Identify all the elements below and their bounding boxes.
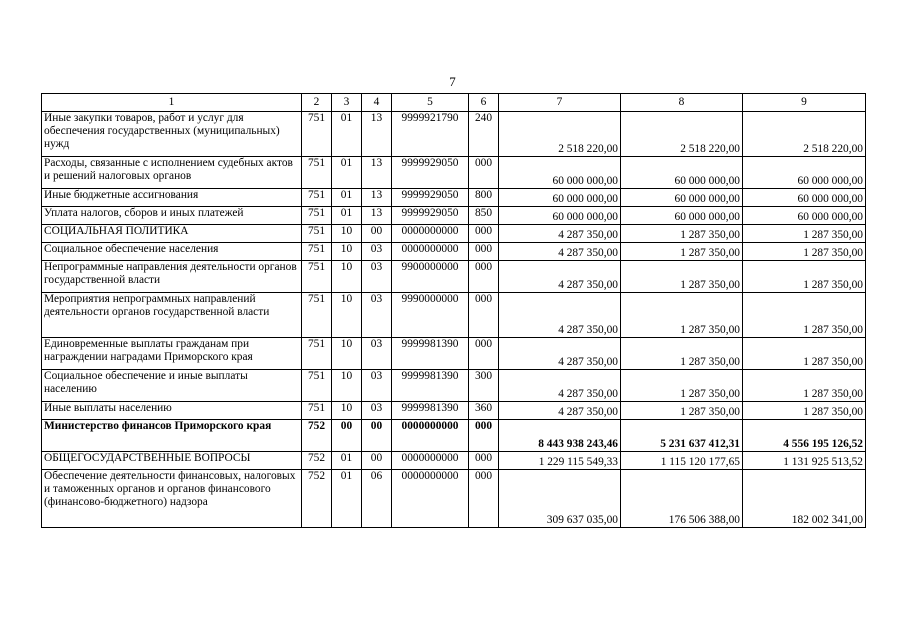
row-name-cell: Социальное обеспечение и иные выплаты населению	[42, 370, 302, 402]
section-code-cell: 10	[332, 338, 362, 370]
expense-type-cell: 000	[469, 243, 499, 261]
row-name-cell: Непрограммные направления деятельности органов государственной власти	[42, 261, 302, 293]
amount-year1-cell: 60 000 000,00	[499, 207, 621, 225]
amount-year1-cell: 8 443 938 243,46	[499, 420, 621, 452]
subsection-code-cell: 03	[362, 370, 392, 402]
ministry-code-cell: 751	[302, 112, 332, 157]
amount-year3-cell: 1 131 925 513,52	[743, 452, 866, 470]
amount-year3-cell: 1 287 350,00	[743, 293, 866, 338]
expense-type-cell: 000	[469, 452, 499, 470]
section-code-cell: 10	[332, 293, 362, 338]
amount-year1-cell: 1 229 115 549,33	[499, 452, 621, 470]
table-row	[42, 470, 866, 528]
amount-year2-cell: 1 287 350,00	[621, 243, 743, 261]
amount-year2-cell: 60 000 000,00	[621, 157, 743, 189]
subsection-code-cell: 13	[362, 207, 392, 225]
subsection-code-cell: 00	[362, 420, 392, 452]
row-name-cell: ОБЩЕГОСУДАРСТВЕННЫЕ ВОПРОСЫ	[42, 452, 302, 470]
ministry-code-cell: 751	[302, 402, 332, 420]
subsection-code-cell: 13	[362, 189, 392, 207]
ministry-code-cell: 752	[302, 452, 332, 470]
row-name-cell: СОЦИАЛЬНАЯ ПОЛИТИКА	[42, 225, 302, 243]
ministry-code-cell: 751	[302, 189, 332, 207]
expense-type-cell: 300	[469, 370, 499, 402]
row-name-cell: Иные выплаты населению	[42, 402, 302, 420]
target-article-cell: 9990000000	[392, 293, 469, 338]
ministry-code-cell: 752	[302, 420, 332, 452]
row-name-cell: Социальное обеспечение населения	[42, 243, 302, 261]
subsection-code-cell: 00	[362, 225, 392, 243]
target-article-cell: 9999929050	[392, 207, 469, 225]
budget-table	[41, 93, 866, 528]
amount-year2-cell: 176 506 388,00	[621, 470, 743, 528]
table-row	[42, 243, 866, 261]
target-article-cell: 0000000000	[392, 470, 469, 528]
row-name-cell: Иные бюджетные ассигнования	[42, 189, 302, 207]
expense-type-cell: 000	[469, 470, 499, 528]
amount-year1-cell: 4 287 350,00	[499, 370, 621, 402]
section-code-cell: 01	[332, 189, 362, 207]
column-header: 9	[743, 94, 866, 112]
section-code-cell: 10	[332, 261, 362, 293]
amount-year1-cell: 4 287 350,00	[499, 293, 621, 338]
header-row	[42, 94, 866, 112]
expense-type-cell: 000	[469, 420, 499, 452]
amount-year3-cell: 1 287 350,00	[743, 338, 866, 370]
row-name-cell: Расходы, связанные с исполнением судебных актов и решений налоговых органов	[42, 157, 302, 189]
section-code-cell: 01	[332, 207, 362, 225]
amount-year3-cell: 1 287 350,00	[743, 370, 866, 402]
ministry-code-cell: 751	[302, 225, 332, 243]
amount-year3-cell: 4 556 195 126,52	[743, 420, 866, 452]
row-name-cell: Обеспечение деятельности финансовых, налоговых и таможенных органов и органов финансового (финансово-бюджетного) надзора	[42, 470, 302, 528]
amount-year2-cell: 2 518 220,00	[621, 112, 743, 157]
subsection-code-cell: 13	[362, 112, 392, 157]
amount-year1-cell: 2 518 220,00	[499, 112, 621, 157]
amount-year2-cell: 60 000 000,00	[621, 189, 743, 207]
target-article-cell: 9999929050	[392, 157, 469, 189]
ministry-code-cell: 751	[302, 261, 332, 293]
amount-year1-cell: 4 287 350,00	[499, 243, 621, 261]
target-article-cell: 0000000000	[392, 420, 469, 452]
ministry-code-cell: 751	[302, 243, 332, 261]
amount-year3-cell: 1 287 350,00	[743, 402, 866, 420]
table-row	[42, 157, 866, 189]
subsection-code-cell: 00	[362, 452, 392, 470]
expense-type-cell: 000	[469, 225, 499, 243]
expense-type-cell: 000	[469, 338, 499, 370]
section-code-cell: 01	[332, 452, 362, 470]
section-code-cell: 10	[332, 243, 362, 261]
section-code-cell: 10	[332, 225, 362, 243]
target-article-cell: 9999981390	[392, 370, 469, 402]
target-article-cell: 0000000000	[392, 225, 469, 243]
target-article-cell: 9999981390	[392, 338, 469, 370]
section-code-cell: 01	[332, 157, 362, 189]
amount-year3-cell: 1 287 350,00	[743, 225, 866, 243]
page-number: 7	[449, 74, 456, 89]
section-code-cell: 01	[332, 112, 362, 157]
ministry-code-cell: 751	[302, 207, 332, 225]
table-row	[42, 420, 866, 452]
target-article-cell: 9999921790	[392, 112, 469, 157]
amount-year2-cell: 1 115 120 177,65	[621, 452, 743, 470]
amount-year2-cell: 1 287 350,00	[621, 293, 743, 338]
amount-year2-cell: 5 231 637 412,31	[621, 420, 743, 452]
ministry-code-cell: 752	[302, 470, 332, 528]
table-row	[42, 112, 866, 157]
column-header: 6	[469, 94, 499, 112]
column-header: 5	[392, 94, 469, 112]
row-name-cell: Мероприятия непрограммных направлений деятельности органов государственной власти	[42, 293, 302, 338]
expense-type-cell: 000	[469, 261, 499, 293]
subsection-code-cell: 03	[362, 402, 392, 420]
section-code-cell: 01	[332, 470, 362, 528]
amount-year3-cell: 60 000 000,00	[743, 189, 866, 207]
subsection-code-cell: 13	[362, 157, 392, 189]
amount-year1-cell: 60 000 000,00	[499, 189, 621, 207]
ministry-code-cell: 751	[302, 370, 332, 402]
amount-year1-cell: 4 287 350,00	[499, 261, 621, 293]
column-header: 2	[302, 94, 332, 112]
amount-year2-cell: 1 287 350,00	[621, 338, 743, 370]
column-header: 4	[362, 94, 392, 112]
column-header: 3	[332, 94, 362, 112]
amount-year2-cell: 1 287 350,00	[621, 402, 743, 420]
table-row	[42, 402, 866, 420]
column-header: 7	[499, 94, 621, 112]
amount-year3-cell: 2 518 220,00	[743, 112, 866, 157]
column-header: 8	[621, 94, 743, 112]
target-article-cell: 0000000000	[392, 452, 469, 470]
column-header: 1	[42, 94, 302, 112]
table-row	[42, 225, 866, 243]
amount-year1-cell: 4 287 350,00	[499, 225, 621, 243]
table-row	[42, 370, 866, 402]
expense-type-cell: 240	[469, 112, 499, 157]
amount-year3-cell: 182 002 341,00	[743, 470, 866, 528]
table-row	[42, 293, 866, 338]
table-row	[42, 261, 866, 293]
subsection-code-cell: 03	[362, 293, 392, 338]
expense-type-cell: 360	[469, 402, 499, 420]
target-article-cell: 9999981390	[392, 402, 469, 420]
amount-year3-cell: 60 000 000,00	[743, 157, 866, 189]
section-code-cell: 00	[332, 420, 362, 452]
amount-year2-cell: 1 287 350,00	[621, 370, 743, 402]
amount-year1-cell: 4 287 350,00	[499, 338, 621, 370]
target-article-cell: 0000000000	[392, 243, 469, 261]
subsection-code-cell: 03	[362, 261, 392, 293]
target-article-cell: 9999929050	[392, 189, 469, 207]
expense-type-cell: 000	[469, 293, 499, 338]
table-row	[42, 338, 866, 370]
row-name-cell: Единовременные выплаты гражданам при награждении наградами Приморского края	[42, 338, 302, 370]
amount-year1-cell: 60 000 000,00	[499, 157, 621, 189]
amount-year3-cell: 1 287 350,00	[743, 261, 866, 293]
amount-year2-cell: 60 000 000,00	[621, 207, 743, 225]
amount-year2-cell: 1 287 350,00	[621, 261, 743, 293]
table-row	[42, 189, 866, 207]
row-name-cell: Министерство финансов Приморского края	[42, 420, 302, 452]
amount-year3-cell: 1 287 350,00	[743, 243, 866, 261]
table-row	[42, 452, 866, 470]
amount-year3-cell: 60 000 000,00	[743, 207, 866, 225]
amount-year1-cell: 4 287 350,00	[499, 402, 621, 420]
table-row	[42, 207, 866, 225]
row-name-cell: Иные закупки товаров, работ и услуг для обеспечения государственных (муниципальных) нужд	[42, 112, 302, 157]
ministry-code-cell: 751	[302, 338, 332, 370]
amount-year1-cell: 309 637 035,00	[499, 470, 621, 528]
expense-type-cell: 000	[469, 157, 499, 189]
section-code-cell: 10	[332, 370, 362, 402]
row-name-cell: Уплата налогов, сборов и иных платежей	[42, 207, 302, 225]
ministry-code-cell: 751	[302, 293, 332, 338]
subsection-code-cell: 03	[362, 338, 392, 370]
expense-type-cell: 800	[469, 189, 499, 207]
subsection-code-cell: 03	[362, 243, 392, 261]
target-article-cell: 9900000000	[392, 261, 469, 293]
expense-type-cell: 850	[469, 207, 499, 225]
amount-year2-cell: 1 287 350,00	[621, 225, 743, 243]
ministry-code-cell: 751	[302, 157, 332, 189]
section-code-cell: 10	[332, 402, 362, 420]
subsection-code-cell: 06	[362, 470, 392, 528]
